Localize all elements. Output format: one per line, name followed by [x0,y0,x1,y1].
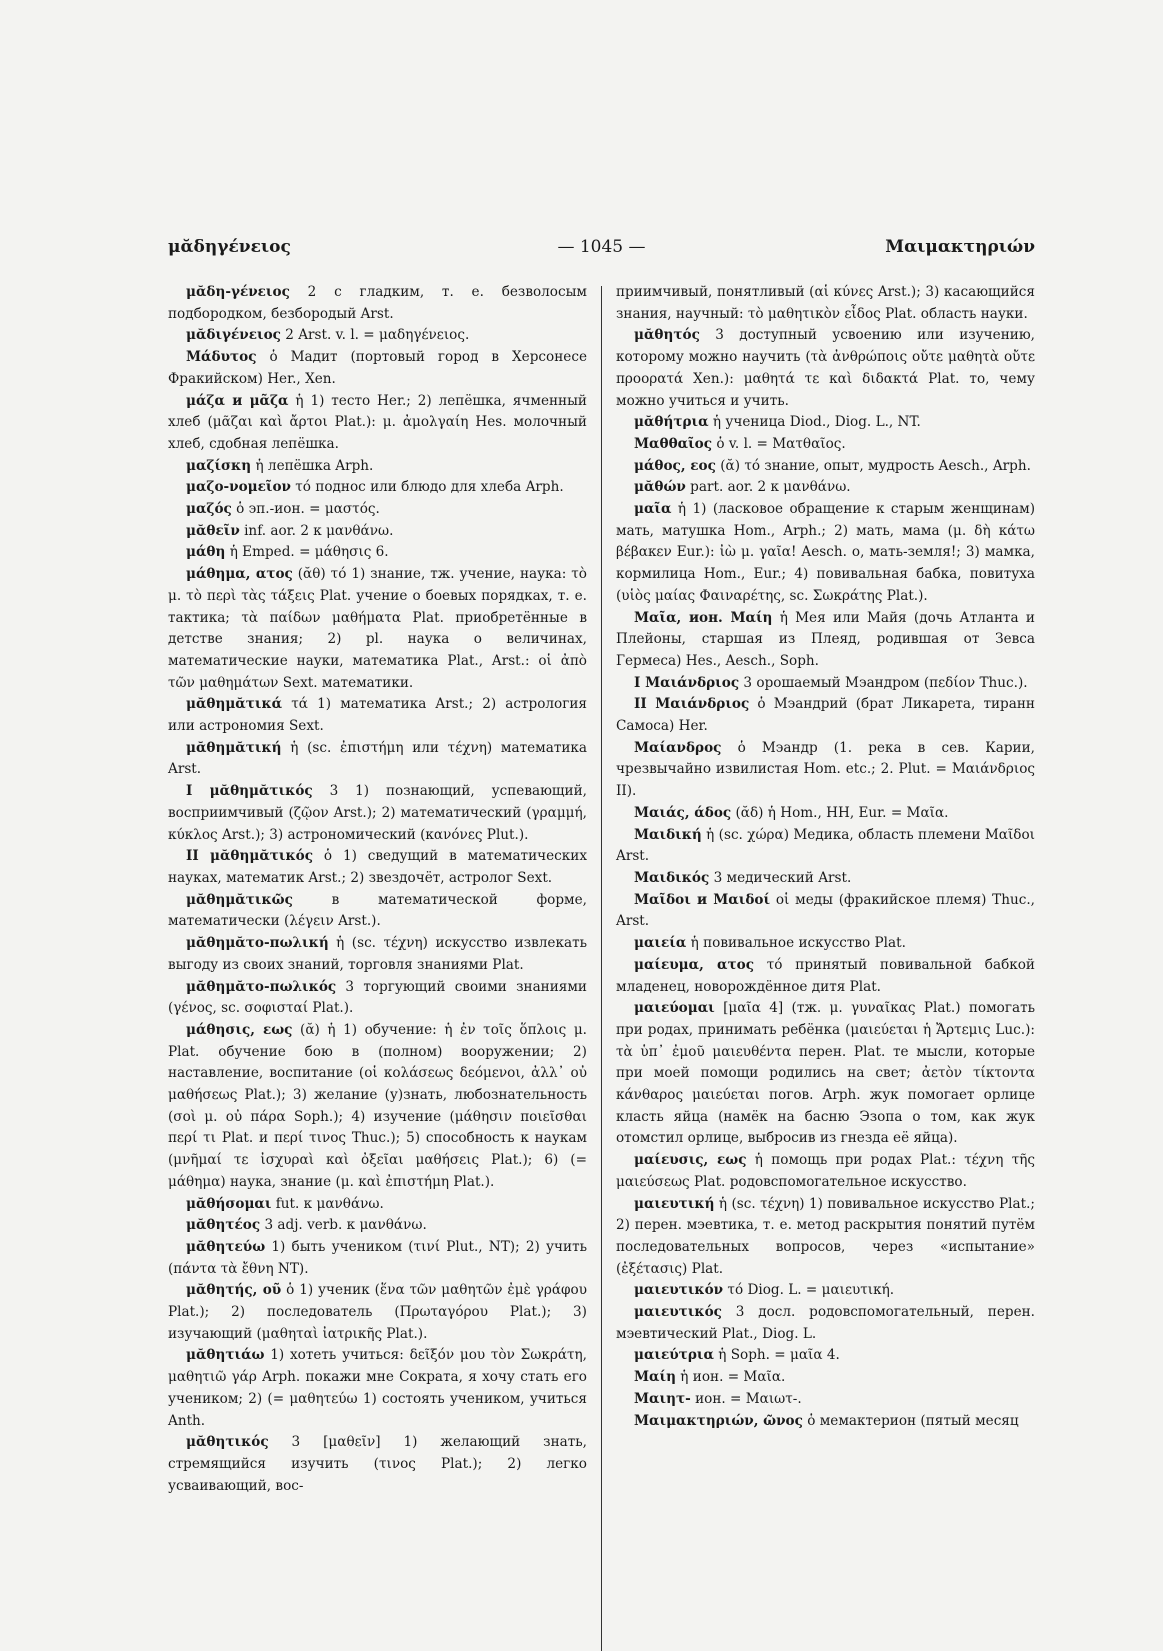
headword: μαζίσκη [186,457,252,474]
definition: τό поднос или блюдо для хлеба Arph. [290,479,564,496]
headword: μᾰδη-γένειος [186,284,290,300]
dictionary-entry [616,1302,1035,1345]
definition: 1) хотеть учиться: δεῖξόν μου τὸν Σωκράτη, μαθητιῶ γάρ Arph. покажи мне Сократа, я хочу стать его учеником; 2) (= μαθητεύω 1) состоять учеником, учиться Anth. [168,1347,587,1429]
headword: μαίευσις, εως [634,1152,747,1169]
dictionary-entry [168,1194,587,1216]
definition: ἡ лепёшка Arph. [251,457,374,474]
headword: μαιεύτρια [634,1347,714,1364]
dictionary-entry [616,434,1035,456]
headword: Μαιδική [634,826,702,843]
dictionary-entry [616,1150,1035,1193]
column-divider [601,286,602,1651]
headword: μάθημα, ατος [186,566,293,583]
dictionary-entry [616,499,1035,608]
headword: μᾰθήσομαι [186,1195,272,1212]
dictionary-entry [168,1432,587,1497]
dictionary-entry [616,608,1035,673]
definition: ὁ v. l. = Ματθαῖος. [712,435,846,452]
definition: ἡ (sc. ἐπιστήμη или τέχνη) математика Arst. [168,739,587,778]
dictionary-entry [616,933,1035,955]
dictionary-entry [168,977,587,1020]
dictionary-entry [168,1215,587,1237]
dictionary-entry [168,738,587,781]
definition: 2 с гладким, т. е. безволосым подбородком, безбородый Arst. [168,284,587,322]
definition: ἡ повивальное искусство Plat. [686,935,906,952]
dictionary-entry [168,564,587,694]
definition: ὁ 1) ученик (ἕνα τῶν μαθητῶν ἐμὲ γράφου Plat.); 2) последователь (Πρωταγόρου Plat.); 3) изучающий (μαθηταὶ ἰατρικῆς Plat.). [168,1282,587,1342]
definition: ἡ Emped. = μάθησις 6. [225,544,389,561]
running-head-right: Μαιμακτηριών [885,237,1035,257]
dictionary-entry [168,391,587,456]
definition: fut. к μανθάνω. [271,1195,384,1212]
right-column [616,282,1035,1432]
headword: μᾰθημᾰτο-πωλικός [186,978,337,995]
definition: (ᾰ) ἡ 1) обучение: ἡ ἐν τοῖς ὅπλοις μ. Plat. обучение бою в (полном) вооружении; 2) наставление, воспитание (οἱ κολάσεως δεόμενοι, ἀλλ᾽ οὐ μαθήσεως Plat.); 3) желание (у)знать, любознательность (σοὶ μ. οὐ πάρα Soph.); 4) изучение (μάθησιν ποιεῖσθαι περί τι Plat. и περί τινος Thuc.); 5) способность к наукам (μνῆμαί τε ἰσχυραὶ καὶ ὀξεῖαι μαθήσεις Plat.); 6) (= μάθημα) наука, знание (μ. καὶ ἐπιστήμη Plat.). [168,1021,587,1190]
dictionary-entry [168,499,587,521]
headword: μαιεία [634,935,687,952]
headword: μάζα и μᾶζα [186,392,289,409]
headword: μᾰθημᾰτική [186,739,282,756]
definition: в математической форме, математически (λέγειν Arst.). [168,891,587,930]
headword: μαιεύομαι [634,1000,715,1017]
headword: μᾰθημᾰτο-πωλική [186,935,329,952]
definition: ὁ мемактерион (пятый месяц [802,1412,1019,1429]
definition: 3 adj. verb. к μανθάνω. [260,1217,427,1234]
dictionary-entry [168,325,587,347]
definition: 1) быть учеником (τινί Plut., NT); 2) учить (πάντα τὰ ἔθνη NT). [168,1238,587,1277]
definition: τό принятый повивальной бабкой младенец, новорождённое дитя Plat. [616,956,1035,995]
definition: 3 [μαθεῖν] 1) желающий знать, стремящийся изучить (τινος Plat.); 2) легко усваивающий, вос- [168,1434,587,1494]
dictionary-entry [168,846,587,889]
dictionary-entry [168,890,587,933]
dictionary-entry [168,456,587,478]
headword: μᾰθητεύω [186,1238,266,1255]
headword: μαιευτικός [634,1304,722,1321]
definition: 3 доступный усвоению или изучению, которому можно научить (τὰ ἀνθρώποις οὔτε μαθητὰ οὔτε προορατά Xen.): μαθητά τε καὶ διδακτά Plat. то, чему можно учиться и учить. [616,327,1035,409]
dictionary-entry [168,933,587,976]
definition: ἡ Мея или Майя (дочь Атланта и Плейоны, старшая из Плеяд, родившая от Зевса Гермеса) Hes., Aesch., Soph. [616,609,1035,669]
definition: ἡ Soph. = μαῖα 4. [713,1347,840,1364]
definition: part. aor. 2 к μανθάνω. [685,479,851,496]
headword: Μαιδικός [634,869,710,886]
dictionary-entry [616,1194,1035,1281]
headword: Μαίανδρος [634,739,722,756]
headword: μαζο-νομεῖον [186,479,291,496]
definition: ἡ 1) тесто Her.; 2) лепёшка, ячменный хлеб (μᾶζαι καὶ ἄρτοι Plat.): μ. ἀμολγαίη Hes. молочный хлеб, сдобная лепёшка. [168,392,587,452]
dictionary-entry [616,477,1035,499]
headword: II μᾰθημᾰτικός [186,848,314,865]
definition: inf. aor. 2 к μανθάνω. [239,522,394,539]
headword: μᾰθητικός [186,1434,269,1451]
dictionary-entry [616,890,1035,933]
dictionary-entry [616,282,1035,325]
headword: μᾰθητός [634,327,700,344]
headword: μᾰθεῖν [186,522,240,539]
dictionary-entry [616,1411,1035,1433]
headword: μᾰθών [634,479,686,496]
definition: ὁ эп.-ион. = μαστός. [231,501,380,518]
headword: μᾰθητέος [186,1217,261,1234]
dictionary-entry [616,1389,1035,1411]
dictionary-entry [616,1345,1035,1367]
left-column [168,282,587,1497]
definition: ион. = Μαιωτ-. [690,1390,802,1407]
dictionary-entry [616,456,1035,478]
definition: ἡ (sc. τέχνη) искусство извлекать выгоду из своих знаний, торговля знаниями Plat. [168,935,587,973]
headword: Μαθθαῖος [634,435,713,452]
definition: ἡ (sc. τέχνη) 1) повивальное искусство Plat.; 2) перен. мэевтика, т. е. метод раскрытия понятий путём последовательных вопросов, через «испытание» (ἐξέτασις) Plat. [616,1195,1035,1277]
definition: ἡ помощь при родах Plat.: τέχνη τῆς μαιεύσεως Plat. родовспомогательное искусство. [616,1152,1035,1190]
definition: 3 1) познающий, успевающий, восприимчивый (ζῷον Arst.); 2) математический (γραμμή, κύκλος Arst.); 3) астрономический (κανόνες Plut.). [168,783,588,843]
headword: μαιευτική [634,1195,715,1212]
dictionary-entry [616,325,1035,412]
dictionary-entry [168,1345,587,1432]
dictionary-entry [168,282,587,325]
headword: μᾰθημᾰτικῶς [186,891,293,908]
dictionary-entry [616,825,1035,868]
definition: ὁ 1) сведущий в математических науках, математик Arst.; 2) звездочёт, астролог Sext. [168,848,587,886]
headword: Μάδυτος [186,349,257,366]
running-head-left: μᾰδηγένειος [168,237,291,257]
definition: ἡ 1) (ласковое обращение к старым женщинам) мать, матушка Hom., Arph.; 2) мать, мама (μ. δὴ κάτω βέβακεν Eur.): ἰὼ μ. γαῖα! Aesch. о, мать-земля!; 3) мамка, кормилица Hom., Eur.; 4) повивальная бабка, повитуха (υἱὸς μαίας Φαιναρέτης, sc. Σωκράτης Plat.). [616,501,1035,604]
headword: Μαῖδοι и Μαιδοί [634,891,771,908]
definition: 3 досл. родовспомогательный, перен. мэевтический Plat., Diog. L. [616,1304,1035,1342]
definition: ἡ ион. = Μαῖα. [675,1369,786,1386]
definition: ὁ Мадит (портовый город в Херсонесе Фракийском) Her., Xen. [168,349,587,387]
page-number: — 1045 — [557,237,646,257]
definition: [μαῖα 4] (тж. μ. γυναῖκας Plat.) помогать при родах, принимать ребёнка (μαιεύεται ἡ Ἄρτεμις Luc.): τὰ ὑπ᾽ ἐμοῦ μαιευθέντα перен. Plat. те мысли, которые при моей помощи родились на свет; ἀετὸν τίκτοντα κάνθαρος μαιεύεται погов. Arph. жук помогает орлице класть яйца (намёк на басню Эзопа о том, как жук отомстил орлице, выбросив из гнезда её яйца). [616,1000,1035,1147]
definition: 2 Arst. v. l. = μαδηγένειος. [280,327,470,344]
dictionary-entry [168,1237,587,1280]
headword: μάθος, εος [634,457,716,474]
page-header [168,233,1035,261]
headword: μάθη [186,544,226,561]
dictionary-entry [168,1020,587,1194]
dictionary-entry [616,1367,1035,1389]
headword: μαιευτικόν [634,1282,724,1299]
dictionary-entry [168,477,587,499]
dictionary-entry [616,738,1035,803]
dictionary-entry [168,781,587,846]
dictionary-entry [616,1280,1035,1302]
headword: Μαιάς, άδος [634,804,732,821]
dictionary-entry [168,521,587,543]
definition: ὁ Мэандрий (брат Ликарета, тиранн Самоса) Her. [616,696,1035,735]
headword: Μαιητ- [634,1390,691,1407]
headword: μαῖα [634,501,672,518]
headword: μᾰθήτρια [634,414,709,431]
headword: I μᾰθημᾰτικός [186,783,313,800]
definition: приимчивый, понятливый (αἱ κύνες Arst.); 3) касающийся знания, научный: τὸ μαθητικὸν εἶδος Plat. область науки. [616,284,1035,322]
definition: (ᾰθ) τό 1) знание, тж. учение, наука: τὸ μ. τὸ περὶ τὰς τάξεις Plat. учение о боевых порядках, т. е. тактика; τὰ παίδων μαθήματα Plat. приобретённые в детстве знания; 2) pl. наука о величинах, математические науки, математика Plat., Arst.: οἱ ἀπὸ τῶν μαθημάτων Sext. математики. [168,566,587,691]
headword: μάθησις, εως [186,1021,293,1038]
headword: μᾰθητιάω [186,1347,265,1364]
headword: Μαιμακτηριών, ῶνος [634,1412,803,1429]
dictionary-entry [168,1280,587,1345]
dictionary-entry [616,868,1035,890]
definition: ὁ Мэандр (1. река в сев. Карии, чрезвычайно извилистая Hom. etc.; 2. Plut. = Μαιάνδριος II). [616,739,1035,800]
definition: τά 1) математика Arst.; 2) астрология или астрономия Sext. [168,696,587,735]
definition: οἱ меды (фракийское племя) Thuc., Arst. [616,891,1035,930]
headword: μᾰθημᾰτικά [186,696,283,713]
definition: (ᾰ) τό знание, опыт, мудрость Aesch., Arph. [715,457,1031,474]
headword: I Μαιάνδριος [634,674,740,691]
headword: μᾰδιγένειος [186,327,281,344]
definition: (ᾰδ) ἡ Hom., HH, Eur. = Μαῖα. [731,804,949,821]
definition: ἡ ученица Diod., Diog. L., NT. [708,414,921,431]
headword: Μαίη [634,1369,676,1386]
dictionary-entry [616,803,1035,825]
headword: μᾰθητής, οῦ [186,1282,282,1299]
definition: 3 орошаемый Мэандром (πεδίον Thuc.). [739,674,1028,691]
definition: τό Diog. L. = μαιευτική. [723,1282,895,1299]
headword: II Μαιάνδριος [634,696,750,713]
dictionary-entry [616,412,1035,434]
definition: 3 медический Arst. [709,869,852,886]
dictionary-entry [168,542,587,564]
dictionary-entry [168,694,587,737]
definition: ἡ (sc. χώρα) Медика, область племени Μαῖδοι Arst. [616,826,1035,865]
dictionary-entry [168,347,587,390]
headword: μαζός [186,501,232,518]
definition: 3 торгующий своими знаниями (γένος, sc. σοφισταί Plat.). [168,978,587,1017]
dictionary-entry [616,694,1035,737]
headword: μαίευμα, ατος [634,956,754,973]
dictionary-entry [616,673,1035,695]
dictionary-entry [616,998,1035,1150]
dictionary-entry [616,955,1035,998]
headword: Μαῖα, ион. Μαίη [634,609,773,626]
